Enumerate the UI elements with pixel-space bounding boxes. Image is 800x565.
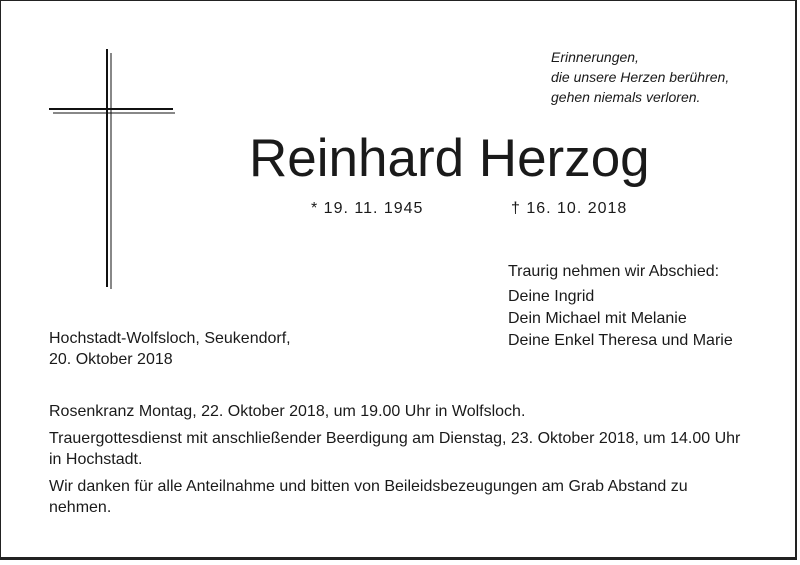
mourners-intro: Traurig nehmen wir Abschied:	[508, 263, 720, 280]
memorial-quote	[551, 47, 729, 107]
thanks-text: Wir danken für alle Anteilnahme und bitten von Beileidsbezeugungen am Grab Abstand zu nehmen.	[49, 478, 688, 516]
mourner-line: Dein Michael mit Melanie	[508, 310, 687, 327]
place-date: 20. Oktober 2018	[49, 351, 173, 368]
quote-line: Erinnerungen,	[551, 49, 639, 65]
place-location: Hochstadt-Wolfsloch, Seukendorf,	[49, 330, 291, 347]
death-date: † 16. 10. 2018	[511, 200, 628, 217]
funeral-info	[49, 401, 749, 524]
quote-line: gehen niemals verloren.	[551, 89, 701, 105]
service-text: Trauergottesdienst mit anschließender Beerdigung am Dienstag, 23. Oktober 2018, um 14.00 Uhr in Hochstadt.	[49, 430, 741, 468]
mourner-line: Deine Ingrid	[508, 288, 595, 305]
place-and-date	[49, 328, 291, 370]
quote-line: die unsere Herzen berühren,	[551, 69, 730, 85]
cross-icon	[49, 49, 175, 289]
rosary-text: Rosenkranz Montag, 22. Oktober 2018, um 19.00 Uhr in Wolfsloch.	[49, 403, 526, 420]
mourner-line: Deine Enkel Theresa und Marie	[508, 332, 733, 349]
deceased-name: Reinhard Herzog	[249, 129, 650, 188]
birth-date: * 19. 11. 1945	[311, 200, 424, 217]
mourners-block	[508, 261, 733, 352]
